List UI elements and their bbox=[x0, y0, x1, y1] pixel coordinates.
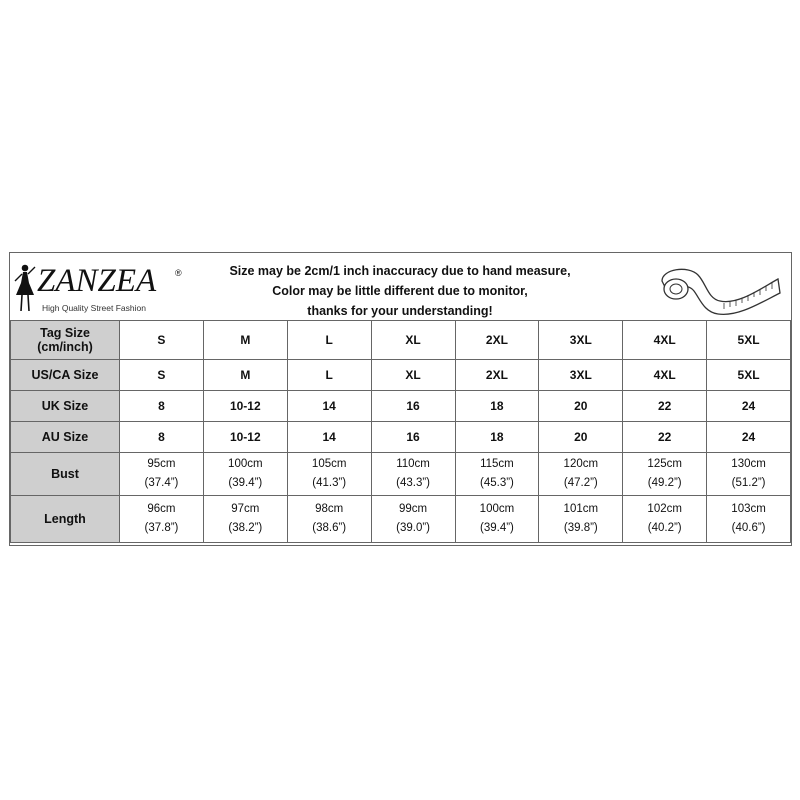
table-cell: XL bbox=[371, 321, 455, 360]
table-cell: 14 bbox=[287, 422, 371, 453]
table-cell: 16 bbox=[371, 422, 455, 453]
measuring-tape-icon bbox=[650, 259, 785, 317]
table-cell: 115cm (45.3”) bbox=[455, 453, 539, 496]
table-cell: 130cm (51.2”) bbox=[707, 453, 791, 496]
table-cell: M bbox=[203, 321, 287, 360]
table-cell: 20 bbox=[539, 422, 623, 453]
table-cell: 101cm (39.8”) bbox=[539, 496, 623, 543]
table-cell: 99cm (39.0”) bbox=[371, 496, 455, 543]
table-cell: 24 bbox=[707, 391, 791, 422]
row-header-line-1: Tag Size bbox=[40, 326, 90, 340]
table-cell: S bbox=[120, 360, 204, 391]
notice-line-1: Size may be 2cm/1 inch inaccuracy due to hand measure, bbox=[229, 264, 571, 278]
table-cell: 5XL bbox=[707, 360, 791, 391]
row-header: Bust bbox=[11, 453, 120, 496]
row-header: US/CA Size bbox=[11, 360, 120, 391]
table-cell: 2XL bbox=[455, 321, 539, 360]
measurement-notice bbox=[210, 261, 590, 321]
table-cell: 102cm (40.2”) bbox=[623, 496, 707, 543]
size-chart bbox=[9, 252, 792, 546]
table-row-length bbox=[11, 496, 791, 543]
table-cell: 100cm (39.4”) bbox=[203, 453, 287, 496]
registered-mark: ® bbox=[175, 268, 182, 278]
table-cell: 18 bbox=[455, 391, 539, 422]
size-chart-header bbox=[10, 253, 791, 321]
table-row-au-size bbox=[11, 422, 791, 453]
woman-silhouette-icon bbox=[12, 263, 38, 313]
table-cell: 98cm (38.6”) bbox=[287, 496, 371, 543]
size-table bbox=[10, 320, 791, 543]
brand-name: ZANZEA bbox=[37, 263, 157, 299]
table-row-bust bbox=[11, 453, 791, 496]
table-row-uk-size bbox=[11, 391, 791, 422]
table-cell: 110cm (43.3”) bbox=[371, 453, 455, 496]
table-cell: 20 bbox=[539, 391, 623, 422]
row-header: UK Size bbox=[11, 391, 120, 422]
table-cell: 10-12 bbox=[203, 422, 287, 453]
table-cell: 103cm (40.6”) bbox=[707, 496, 791, 543]
table-cell: 105cm (41.3”) bbox=[287, 453, 371, 496]
table-cell: 95cm (37.4”) bbox=[120, 453, 204, 496]
table-cell: 3XL bbox=[539, 360, 623, 391]
table-row-tag-size bbox=[11, 321, 791, 360]
table-cell: 120cm (47.2”) bbox=[539, 453, 623, 496]
table-cell: M bbox=[203, 360, 287, 391]
table-cell: 100cm (39.4”) bbox=[455, 496, 539, 543]
table-cell: 18 bbox=[455, 422, 539, 453]
table-cell: 4XL bbox=[623, 321, 707, 360]
table-cell: 125cm (49.2”) bbox=[623, 453, 707, 496]
table-cell: 14 bbox=[287, 391, 371, 422]
table-cell: 8 bbox=[120, 391, 204, 422]
table-cell: 3XL bbox=[539, 321, 623, 360]
table-row-us-ca-size bbox=[11, 360, 791, 391]
table-cell: 5XL bbox=[707, 321, 791, 360]
row-header: Length bbox=[11, 496, 120, 543]
table-cell: 8 bbox=[120, 422, 204, 453]
table-cell: 22 bbox=[623, 422, 707, 453]
row-header: AU Size bbox=[11, 422, 120, 453]
row-header bbox=[11, 321, 120, 360]
row-header-line-2: (cm/inch) bbox=[37, 340, 93, 354]
table-cell: 22 bbox=[623, 391, 707, 422]
table-cell: L bbox=[287, 360, 371, 391]
table-cell: 16 bbox=[371, 391, 455, 422]
table-cell: 97cm (38.2”) bbox=[203, 496, 287, 543]
notice-line-3: thanks for your understanding! bbox=[307, 304, 493, 318]
table-cell: 2XL bbox=[455, 360, 539, 391]
table-cell: 4XL bbox=[623, 360, 707, 391]
brand-tagline: High Quality Street Fashion bbox=[42, 303, 146, 313]
table-cell: L bbox=[287, 321, 371, 360]
table-cell: 96cm (37.8”) bbox=[120, 496, 204, 543]
table-cell: S bbox=[120, 321, 204, 360]
notice-line-2: Color may be little different due to monitor, bbox=[272, 284, 528, 298]
table-cell: XL bbox=[371, 360, 455, 391]
table-cell: 24 bbox=[707, 422, 791, 453]
table-cell: 10-12 bbox=[203, 391, 287, 422]
brand-logo bbox=[12, 257, 212, 317]
